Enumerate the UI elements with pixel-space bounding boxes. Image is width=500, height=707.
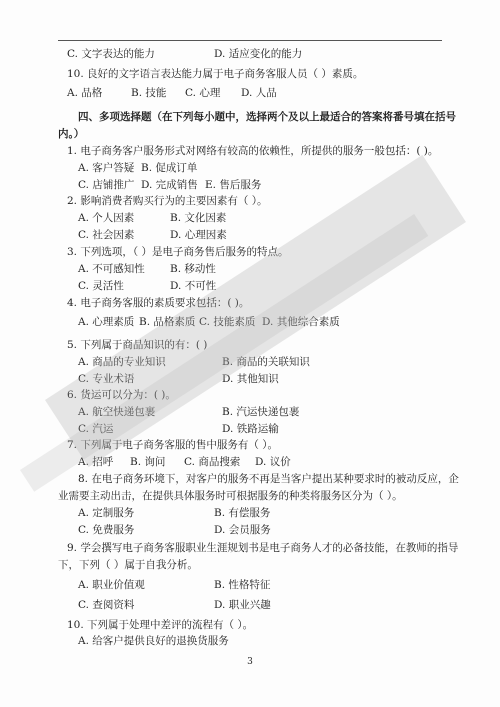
multi-question-2-option-c: C. 社会因素 [78,229,135,241]
section-heading-line2: 内。） [58,128,85,140]
multi-question-4-option-c: C. 技能素质 [199,316,256,328]
question-10-option-a: A. 品格 [67,87,103,99]
multi-question-4-option-b: B. 品格素质 [139,316,196,328]
multi-question-3-option-a: A. 不可感知性 [78,263,145,275]
multi-question-5-option-d: D. 其他知识 [222,373,279,385]
header-rule [58,40,442,41]
multi-question-5-option-c: C. 专业术语 [78,373,135,385]
page-number: 3 [247,657,253,667]
multi-question-4-option-d: D. 其他综合素质 [262,316,340,328]
multi-question-8-stem-line2: 业需要主动出击，在提供具体服务时可根据服务的种类将服务区分为（ ）。 [58,490,403,502]
multi-question-6-stem: 6. 货运可以分为：( )。 [67,389,176,401]
multi-question-3-stem: 3. 下列选项，（ ）是电子商务售后服务的特点。 [67,246,289,258]
multi-question-3-option-b: B. 移动性 [170,263,216,275]
multi-question-9-stem-line1: 9. 学会撰写电子商务客服职业生涯规划书是电子商务人才的必备技能，在教师的指导 [67,542,459,554]
multi-question-2-option-d: D. 心理因素 [170,229,227,241]
multi-question-6-option-d: D. 铁路运输 [222,423,279,435]
multi-question-6-option-b: B. 汽运快递包裹 [222,406,300,418]
multi-question-10-option-a: A. 给客户提供良好的退换货服务 [78,635,229,647]
multi-question-1-option-a: A. 客户答疑 [78,162,135,174]
multi-question-10-stem: 10. 下列属于处理中差评的流程有（ ）。 [67,619,254,631]
multi-question-5-stem: 5. 下列属于商品知识的有：( ) [67,339,208,351]
question-9-option-c: C. 文字表达的能力 [67,48,155,60]
question-10-option-c: C. 心理 [185,87,221,99]
multi-question-6-option-a: A. 航空快递包裹 [78,406,156,418]
multi-question-9-option-d: D. 职业兴趣 [214,599,271,611]
question-10-option-b: B. 技能 [131,87,167,99]
multi-question-1-option-d: D. 完成销售 [141,179,198,191]
multi-question-8-stem-line1: 8. 在电子商务环境下，对客户的服务不再是当客户提出某种要求时的被动反应，企 [78,473,459,485]
multi-question-7-option-c: C. 商品搜索 [184,456,241,468]
multi-question-3-option-c: C. 灵活性 [78,280,124,292]
multi-question-9-stem-line2: 下，下列（ ）属于自我分析。 [58,559,198,571]
multi-question-1-option-c: C. 店铺推广 [78,179,135,191]
multi-question-7-option-d: D. 议价 [255,456,291,468]
multi-question-9-option-c: C. 查阅资料 [78,599,135,611]
multi-question-4-option-a: A. 心理素质 [78,316,135,328]
multi-question-8-option-d: D. 会员服务 [214,524,271,536]
section-heading-line1: 四、多项选择题（在下列每小题中，选择两个及以上最适合的答案将番号填在括号 [78,111,456,123]
multi-question-2-option-b: B. 文化因素 [170,212,227,224]
multi-question-2-option-a: A. 个人因素 [78,212,135,224]
multi-question-7-option-a: A. 招呼 [78,456,114,468]
multi-question-9-option-b: B. 性格特征 [214,579,271,591]
multi-question-5-option-a: A. 商品的专业知识 [78,356,166,368]
multi-question-1-option-b: B. 促成订单 [141,162,198,174]
question-10-option-d: D. 人品 [241,87,277,99]
multi-question-7-option-b: B. 询问 [130,456,166,468]
multi-question-8-option-b: B. 有偿服务 [214,507,271,519]
multi-question-4-stem: 4. 电子商务客服的素质要求包括：( )。 [67,297,250,309]
multi-question-7-stem: 7. 下列属于电子商务客服的售中服务有（ ）。 [67,439,278,451]
multi-question-3-option-d: D. 不可性 [170,280,217,292]
multi-question-8-option-c: C. 免费服务 [78,524,135,536]
multi-question-2-stem: 2. 影响消费者购买行为的主要因素有（ ）。 [67,195,268,207]
multi-question-5-option-b: B. 商品的关联知识 [222,356,310,368]
multi-question-1-option-e: E. 售后服务 [205,179,262,191]
multi-question-6-option-c: C. 汽运 [78,423,114,435]
multi-question-1-stem: 1. 电子商务客户服务形式对网络有较高的依赖性，所提供的服务一般包括：( )。 [67,145,439,157]
question-10-stem: 10. 良好的文字语言表达能力属于电子商务客服人员（ ）素质。 [67,68,364,80]
multi-question-8-option-a: A. 定制服务 [78,507,135,519]
question-9-option-d: D. 适应变化的能力 [214,48,303,60]
multi-question-9-option-a: A. 职业价值观 [78,579,145,591]
